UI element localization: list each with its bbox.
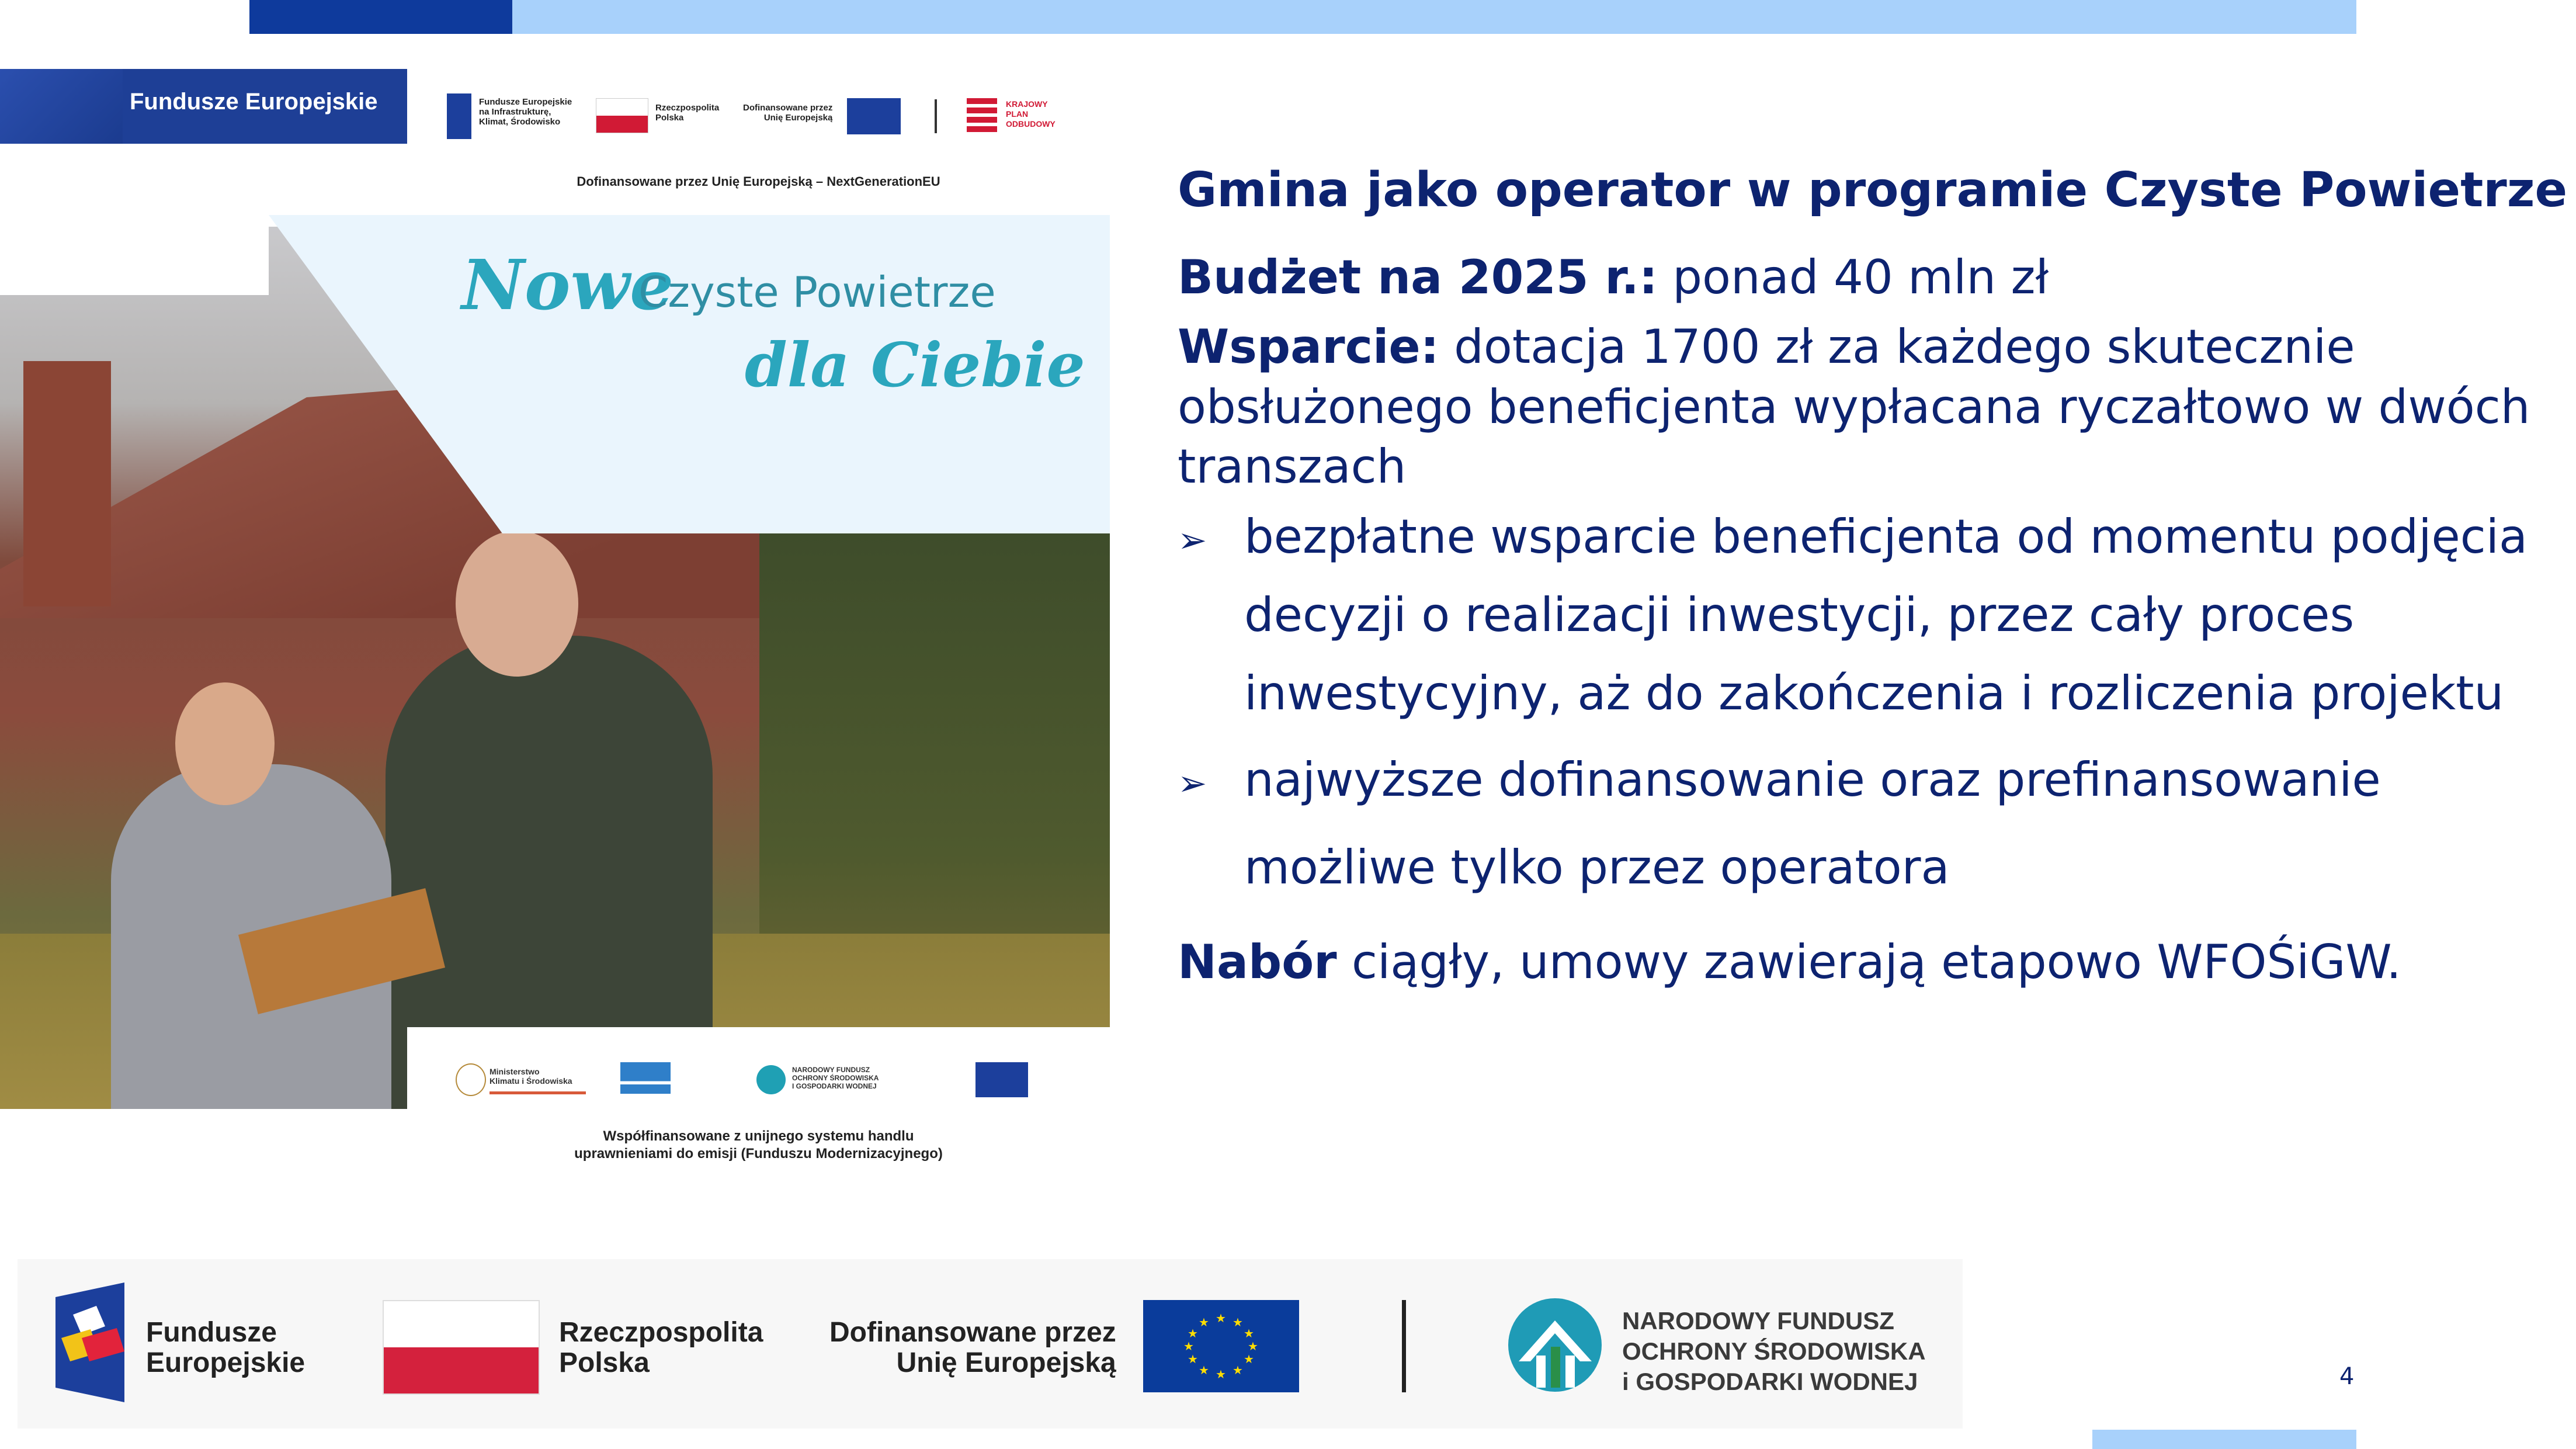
eu-stars-pattern-icon bbox=[0, 69, 123, 144]
nabor-value: ciągły, umowy zawierają etapowo WFOŚiGW. bbox=[1336, 935, 2401, 989]
support-line-3: transzach bbox=[1178, 439, 1407, 494]
bullet-1-line-1: bezpłatne wsparcie beneficjenta od momentu podjęcia bbox=[1244, 509, 2528, 564]
bullet-1-line-2: decyzji o realizacji inwestycji, przez cały proces bbox=[1244, 588, 2355, 642]
nfosigw-logo-icon bbox=[756, 1065, 786, 1094]
top-accent-dark-bar bbox=[249, 0, 512, 34]
svg-text:★: ★ bbox=[1199, 1315, 1209, 1329]
budget-value: ponad 40 mln zł bbox=[1657, 250, 2049, 304]
footer-ue-text: Dofinansowane przez Unię Europejską bbox=[829, 1317, 1116, 1378]
poland-flag-icon bbox=[383, 1300, 540, 1395]
poster-title-czyste: Czyste Powietrze bbox=[638, 268, 996, 317]
svg-text:★: ★ bbox=[1233, 1363, 1243, 1377]
bottom-accent-bar bbox=[2092, 1430, 2356, 1449]
poster-white-corner bbox=[0, 215, 269, 295]
svg-text:★: ★ bbox=[1188, 1352, 1198, 1366]
czyste-powietrze-logo-icon bbox=[620, 1062, 671, 1094]
svg-text:★: ★ bbox=[1216, 1311, 1226, 1325]
poster-brand-text: Fundusze Europejskie bbox=[130, 89, 378, 115]
support-line-1: Wsparcie: dotacja 1700 zł za każdego skutecznie bbox=[1178, 320, 2355, 374]
nabor-line bbox=[1178, 935, 2401, 989]
footer-fe-text: Fundusze Europejskie bbox=[146, 1317, 305, 1378]
poland-flag-icon bbox=[596, 98, 648, 133]
nfosigw-logo-icon bbox=[1507, 1297, 1603, 1393]
svg-text:★: ★ bbox=[1188, 1326, 1198, 1340]
support-label: Wsparcie: bbox=[1178, 320, 1439, 374]
ministry-emblem-icon bbox=[456, 1063, 486, 1096]
logo-separator bbox=[935, 99, 937, 133]
svg-text:★: ★ bbox=[1183, 1339, 1194, 1353]
top-accent-light-bar bbox=[512, 0, 2356, 34]
budget-line bbox=[1178, 250, 2049, 304]
bullet-arrow-icon: ➢ bbox=[1178, 520, 1207, 561]
poster-title-nowe: Nowe bbox=[461, 244, 674, 325]
house-chimney bbox=[23, 361, 111, 606]
fundusze-europejskie-logo-icon bbox=[55, 1282, 124, 1402]
footer-rp-text: Rzeczpospolita Polska bbox=[559, 1317, 763, 1378]
poster-ue-text: Dofinansowane przez Unię Europejską bbox=[743, 103, 833, 123]
page-number: 4 bbox=[2339, 1363, 2355, 1390]
poster-fe-infra-text: Fundusze Europejskie na Infrastrukturę, Klimat, Środowisko bbox=[479, 97, 572, 127]
ministry-underline bbox=[489, 1091, 586, 1094]
support-line-2: obsłużonego beneficjenta wypłacana ryczałtowo w dwóch bbox=[1178, 380, 2530, 434]
poster-nfosigw-text: NARODOWY FUNDUSZ OCHRONY ŚRODOWISKA I GOSPODARKI WODNEJ bbox=[792, 1066, 879, 1090]
bullet-arrow-icon: ➢ bbox=[1178, 763, 1207, 804]
svg-text:★: ★ bbox=[1248, 1339, 1258, 1353]
svg-text:★: ★ bbox=[1216, 1367, 1226, 1381]
eu-flag-icon bbox=[975, 1062, 1028, 1097]
bullet-2-line-1: najwyższe dofinansowanie oraz prefinansowanie bbox=[1244, 753, 2381, 807]
poster-ministry-text: Ministerstwo Klimatu i Środowiska bbox=[489, 1067, 572, 1086]
poster-kpo-text: KRAJOWY PLAN ODBUDOWY bbox=[1006, 99, 1056, 129]
fe-logo-icon bbox=[447, 93, 471, 139]
bullet-2-line-2: możliwe tylko przez operatora bbox=[1244, 840, 1950, 895]
poster-title-dla: dla Ciebie bbox=[745, 329, 1085, 401]
campaign-poster bbox=[0, 69, 1110, 1179]
eu-flag-icon bbox=[1143, 1300, 1299, 1392]
footer-separator bbox=[1402, 1300, 1406, 1392]
budget-label: Budżet na 2025 r.: bbox=[1178, 250, 1658, 304]
svg-text:★: ★ bbox=[1244, 1352, 1254, 1366]
poster-logo-bar bbox=[407, 69, 1110, 215]
svg-text:★: ★ bbox=[1244, 1326, 1254, 1340]
svg-text:★: ★ bbox=[1199, 1363, 1209, 1377]
footer-nfosigw-text: NARODOWY FUNDUSZ OCHRONY ŚRODOWISKA i GOSPODARKI WODNEJ bbox=[1622, 1307, 1926, 1395]
man-head bbox=[456, 531, 578, 677]
poster-rp-text: Rzeczpospolita Polska bbox=[655, 103, 720, 123]
eu-flag-icon bbox=[847, 98, 901, 134]
poster-brand-banner bbox=[0, 69, 407, 144]
kpo-logo-icon bbox=[967, 98, 997, 133]
poster-ngeu-text: Dofinansowane przez Unię Europejską – NextGenerationEU bbox=[577, 174, 940, 189]
svg-text:★: ★ bbox=[1233, 1315, 1243, 1329]
slide-heading: Gmina jako operator w programie Czyste Powietrze bbox=[1178, 162, 2568, 218]
poster-cofinancing-text: Współfinansowane z unijnego systemu handlu uprawnieniami do emisji (Funduszu Modernizacyjnego) bbox=[574, 1128, 943, 1162]
woman-head bbox=[175, 682, 275, 805]
bullet-1-line-3: inwestycyjny, aż do zakończenia i rozliczenia projektu bbox=[1244, 666, 2504, 720]
nabor-label: Nabór bbox=[1178, 935, 1337, 989]
